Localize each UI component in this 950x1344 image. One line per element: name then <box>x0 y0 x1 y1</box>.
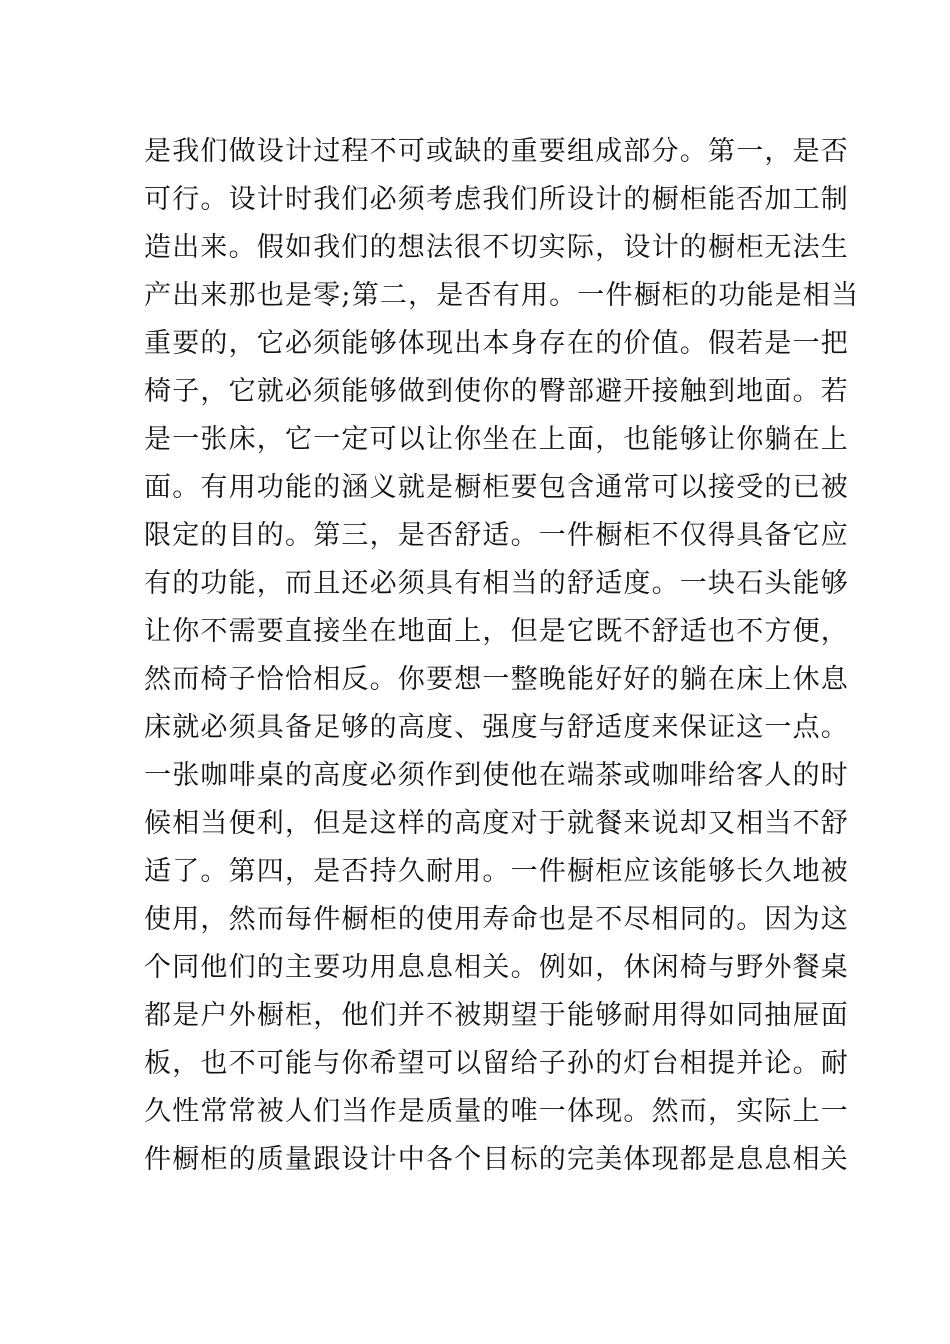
text-line: 床就必须具备足够的高度、强度与舒适度来保证这一点。 <box>144 712 849 743</box>
text-line: 重要的，它必须能够体现出本身存在的价值。假若是一把 <box>144 328 849 359</box>
text-line: 候相当便利，但是这样的高度对于就餐来说却又相当不舒 <box>144 808 849 839</box>
text-line: 都是户外橱柜，他们并不被期望于能够耐用得如同抽屉面 <box>144 1000 849 1031</box>
text-line: 板，也不可能与你希望可以留给子孙的灯台相提并论。耐 <box>144 1048 849 1079</box>
text-line: 限定的目的。第三，是否舒适。一件橱柜不仅得具备它应 <box>144 520 849 551</box>
text-line: 造出来。假如我们的想法很不切实际，设计的橱柜无法生 <box>144 232 849 263</box>
text-line: 可行。设计时我们必须考虑我们所设计的橱柜能否加工制 <box>144 184 849 215</box>
text-line: 是一张床，它一定可以让你坐在上面，也能够让你躺在上 <box>144 424 849 455</box>
text-line: 然而椅子恰恰相反。你要想一整晚能好好的躺在床上休息 <box>144 664 849 695</box>
text-line: 有的功能，而且还必须具有相当的舒适度。一块石头能够 <box>144 568 849 599</box>
body-paragraph <box>144 128 860 1184</box>
text-line: 让你不需要直接坐在地面上，但是它既不舒适也不方便， <box>144 616 849 647</box>
text-line: 椅子，它就必须能够做到使你的臀部避开接触到地面。若 <box>144 376 849 407</box>
text-line: 久性常常被人们当作是质量的唯一体现。然而，实际上一 <box>144 1096 849 1127</box>
text-line: 件橱柜的质量跟设计中各个目标的完美体现都是息息相关 <box>144 1144 849 1175</box>
text-line: 一张咖啡桌的高度必须作到使他在端茶或咖啡给客人的时 <box>144 760 849 791</box>
text-line: 面。有用功能的涵义就是橱柜要包含通常可以接受的已被 <box>144 472 849 503</box>
text-line: 适了。第四，是否持久耐用。一件橱柜应该能够长久地被 <box>144 856 849 887</box>
text-line: 使用，然而每件橱柜的使用寿命也是不尽相同的。因为这 <box>144 904 849 935</box>
text-line: 个同他们的主要功用息息相关。例如，休闲椅与野外餐桌 <box>144 952 849 983</box>
text-line: 产出来那也是零;第二，是否有用。一件橱柜的功能是相当 <box>144 280 860 311</box>
text-line: 是我们做设计过程不可或缺的重要组成部分。第一，是否 <box>144 136 849 167</box>
